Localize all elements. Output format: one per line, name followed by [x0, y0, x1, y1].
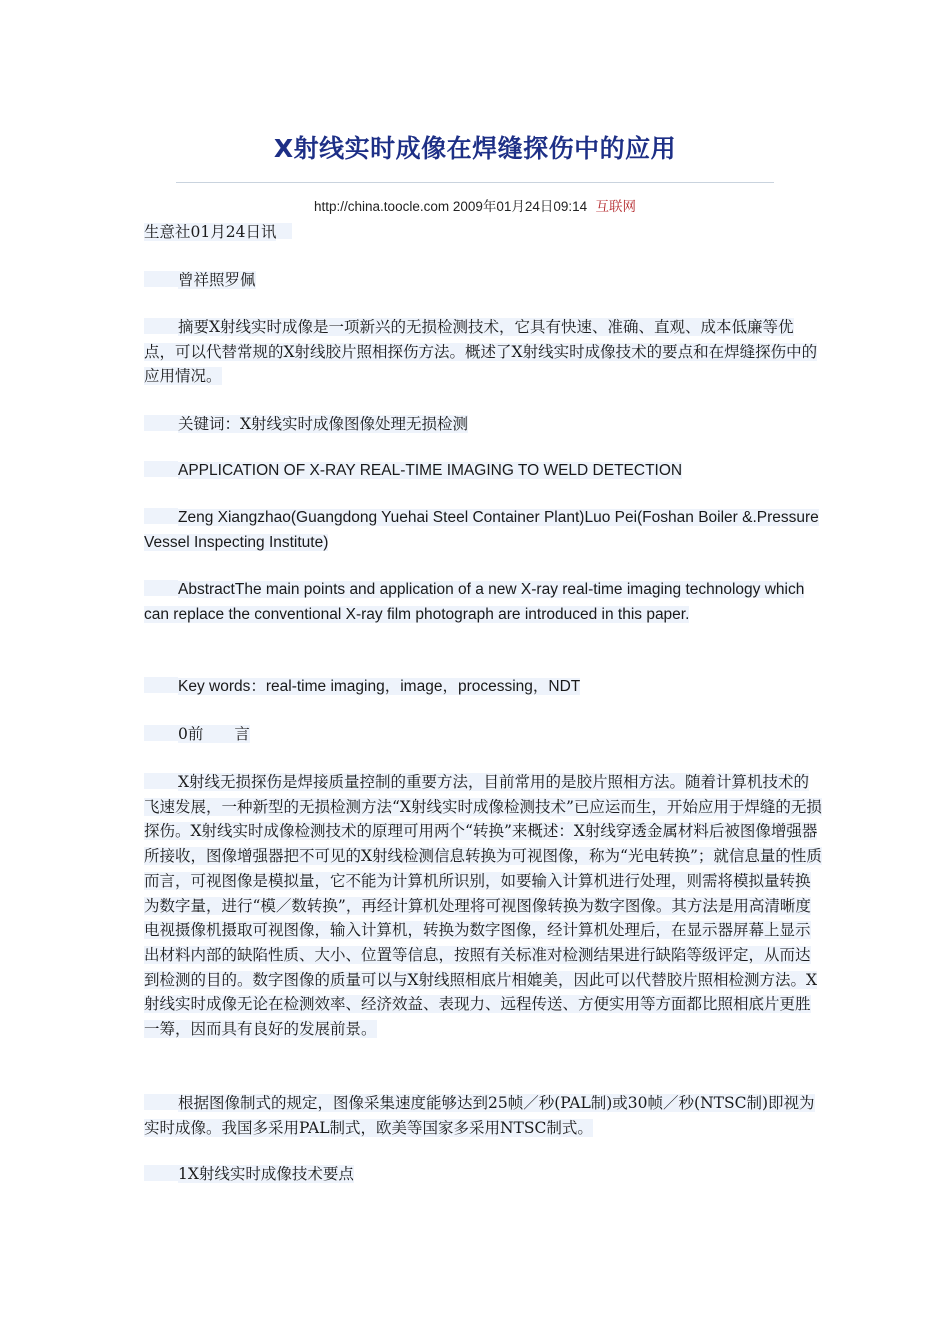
section-1-heading [144, 1162, 824, 1187]
indent-mark [144, 461, 178, 477]
highlight-pad [276, 223, 292, 239]
abstract-cn-paragraph [144, 315, 824, 389]
section-1-heading-text: 1X射线实时成像技术要点 [178, 1165, 354, 1183]
indent-mark [144, 508, 178, 524]
english-title-text: APPLICATION OF X-RAY REAL-TIME IMAGING TO WELD DETECTION [178, 462, 683, 479]
english-keywords-paragraph [144, 675, 824, 700]
source-link[interactable]: 互联网 [595, 199, 636, 215]
indent-mark [144, 580, 178, 596]
indent-mark [144, 1094, 178, 1110]
english-keywords-text: Key words：real-time imaging，image，processing，NDT [178, 678, 581, 695]
english-authors-text: Zeng Xiangzhao(Guangdong Yuehai Steel Container Plant)Luo Pei(Foshan Boiler &.Pressure Vessel Inspecting Institute) [144, 509, 819, 551]
indent-mark [144, 1165, 178, 1181]
introduction-text: X射线无损探伤是焊接质量控制的重要方法，目前常用的是胶片照相方法。随着计算机技术的飞速发展，一种新型的无损检测方法“X射线实时成像检测技术”已应运而生，开始应用于焊缝的无损探伤。X射线实时成像检测技术的原理可用两个“转换”来概述：X射线穿透金属材料后被图像增强器所接收，图像增强器把不可见的X射线检测信息转换为可视图像，称为“光电转换”；就信息量的性质而言，可视图像是模拟量，它不能为计算机所识别，如要输入计算机进行处理，则需将模拟量转换为数字量，进行“模／数转换”，再经计算机处理将可视图像转换为数字图像。其方法是用高清晰度电视摄像机摄取可视图像，输入计算机，转换为数字图像，经计算机处理后，在显示器屏幕上显示出材料内部的缺陷性质、大小、位置等信息，按照有关标准对检测结果进行缺陷等级评定，从而达到检测的目的。数字图像的质量可以与X射线照相底片相媲美，因此可以代替胶片照相检测方法。X射线实时成像无论在检测效率、经济效益、表现力、远程传送、方便实用等方面都比照相底片更胜一筹，因而具有良好的发展前景。 [144, 773, 822, 1039]
dateline-text: 生意社01月24日讯 [144, 223, 277, 241]
keywords-cn-paragraph [144, 412, 824, 437]
indent-mark [144, 677, 178, 693]
authors-text: 曾祥照罗佩 [178, 271, 256, 289]
indent-mark [144, 318, 178, 334]
source-line: http://china.toocle.com 2009年01月24日09:14 [314, 199, 588, 214]
keywords-cn-text: 关键词：X射线实时成像图像处理无损检测 [178, 415, 469, 433]
section-0-heading-text: 0前 言 [178, 725, 250, 743]
english-abstract-paragraph [144, 578, 824, 627]
frame-rate-paragraph [144, 1091, 824, 1140]
english-authors-paragraph [144, 506, 824, 555]
dateline-paragraph [144, 220, 824, 245]
english-abstract-text: AbstractThe main points and application of a new X-ray real-time imaging technology which can replace the conventional X-ray film photograph are introduced in this paper. [144, 581, 805, 623]
introduction-paragraph [144, 770, 824, 1042]
indent-mark [144, 773, 178, 789]
article-title: X射线实时成像在焊缝探伤中的应用 [273, 134, 677, 163]
frame-rate-text: 根据图像制式的规定，图像采集速度能够达到25帧／秒(PAL制)或30帧／秒(NTSC制)即视为实时成像。我国多采用PAL制式，欧美等国家多采用NTSC制式。 [144, 1094, 815, 1137]
indent-mark [144, 725, 178, 741]
abstract-cn-text: 摘要X射线实时成像是一项新兴的无损检测技术，它具有快速、准确、直观、成本低廉等优点，可以代替常规的X射线胶片照相探伤方法。概述了X射线实时成像技术的要点和在焊缝探伤中的应用情况。 [144, 318, 818, 386]
indent-mark [144, 415, 178, 431]
article-meta [0, 197, 950, 217]
section-0-heading [144, 722, 824, 747]
indent-mark [144, 271, 178, 287]
authors-paragraph [144, 268, 824, 293]
english-title-paragraph [144, 459, 824, 484]
title-divider [176, 182, 774, 183]
